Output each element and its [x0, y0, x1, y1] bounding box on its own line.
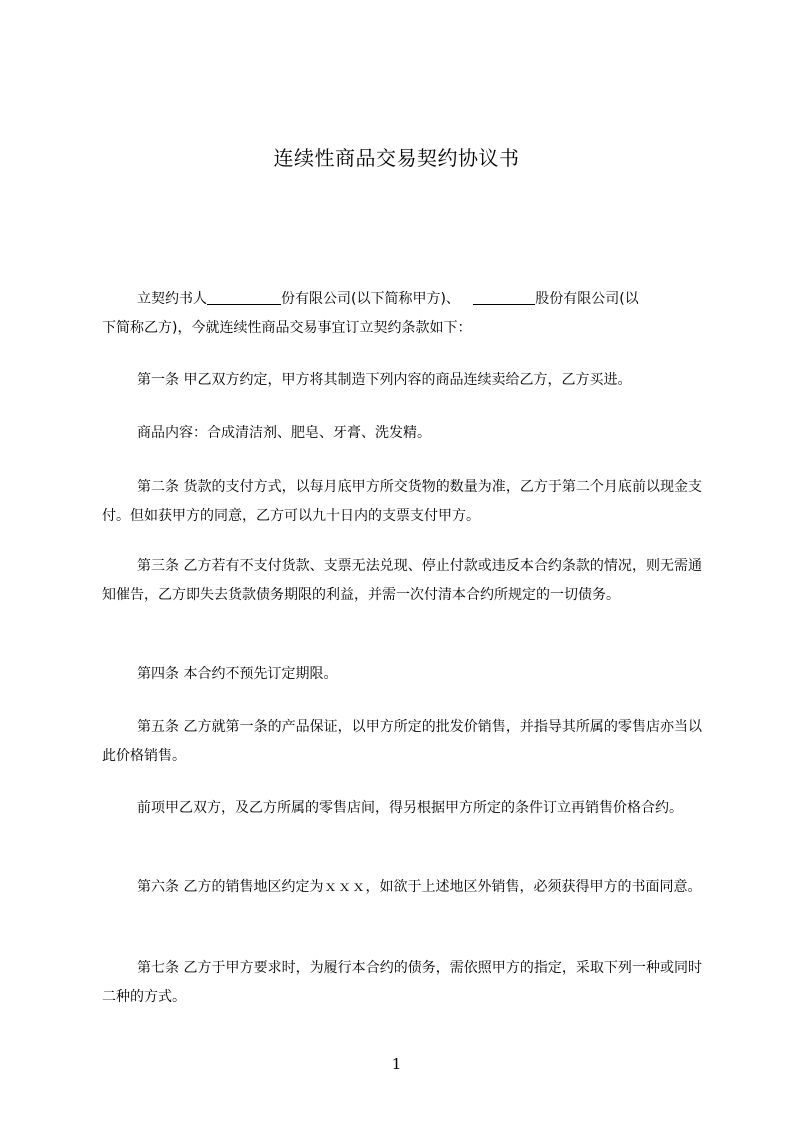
intro-text-b: 份有限公司(以下简称甲方)、 — [281, 291, 460, 307]
article-4 — [102, 660, 702, 689]
goods-paragraph — [102, 419, 702, 448]
article-6 — [102, 873, 702, 902]
article-2-text: 第二条 货款的支付方式，以每月底甲方所交货物的数量为准，乙方于第二个月底前以现金支付。但如获甲方的同意，乙方可以九十日内的支票支付甲方。 — [102, 479, 702, 524]
article-1 — [102, 366, 702, 395]
article-1-text: 第一条 甲乙双方约定，甲方将其制造下列内容的商品连续卖给乙方，乙方买进。 — [137, 372, 632, 388]
intro-paragraph — [102, 285, 702, 343]
goods-text: 商品内容：合成清洁剂、肥皂、牙膏、洗发精。 — [137, 425, 431, 441]
article-4-text: 第四条 本合约不预先订定期限。 — [137, 666, 338, 682]
intro-text-d: 下简称乙方)，今就连续性商品交易事宜订立契约条款如下： — [102, 320, 472, 336]
article-7-text: 第七条 乙方于甲方要求时，为履行本合约的债务，需依照甲方的指定，采取下列一种或同时二种的方式。 — [102, 960, 702, 1005]
page-number: 1 — [391, 1055, 402, 1073]
article-5-continued — [102, 794, 702, 823]
article-2 — [102, 473, 702, 531]
article-5 — [102, 713, 702, 771]
article-5-continued-text: 前项甲乙双方，及乙方所属的零售店间，得另根据甲方所定的条件订立再销售价格合约。 — [137, 800, 683, 816]
intro-text-a: 立契约书人 — [137, 291, 207, 307]
article-6-text: 第六条 乙方的销售地区约定为ｘｘｘ，如欲于上述地区外销售，必须获得甲方的书面同意。 — [137, 879, 702, 895]
party-b-blank — [473, 290, 535, 305]
article-7 — [102, 954, 702, 1012]
intro-text-c: 股份有限公司(以 — [535, 291, 639, 307]
article-5-text: 第五条 乙方就第一条的产品保证，以甲方所定的批发价销售，并指导其所属的零售店亦当以此价格销售。 — [102, 719, 702, 764]
party-a-blank — [207, 290, 281, 305]
document-title: 连续性商品交易契约协议书 — [273, 146, 520, 170]
article-3-text: 第三条 乙方若有不支付货款、支票无法兑现、停止付款或违反本合约条款的情况，则无需通知催告，乙方即失去货款债务期限的利益，并需一次付清本合约所规定的一切债务。 — [102, 558, 702, 603]
article-3 — [102, 552, 702, 610]
